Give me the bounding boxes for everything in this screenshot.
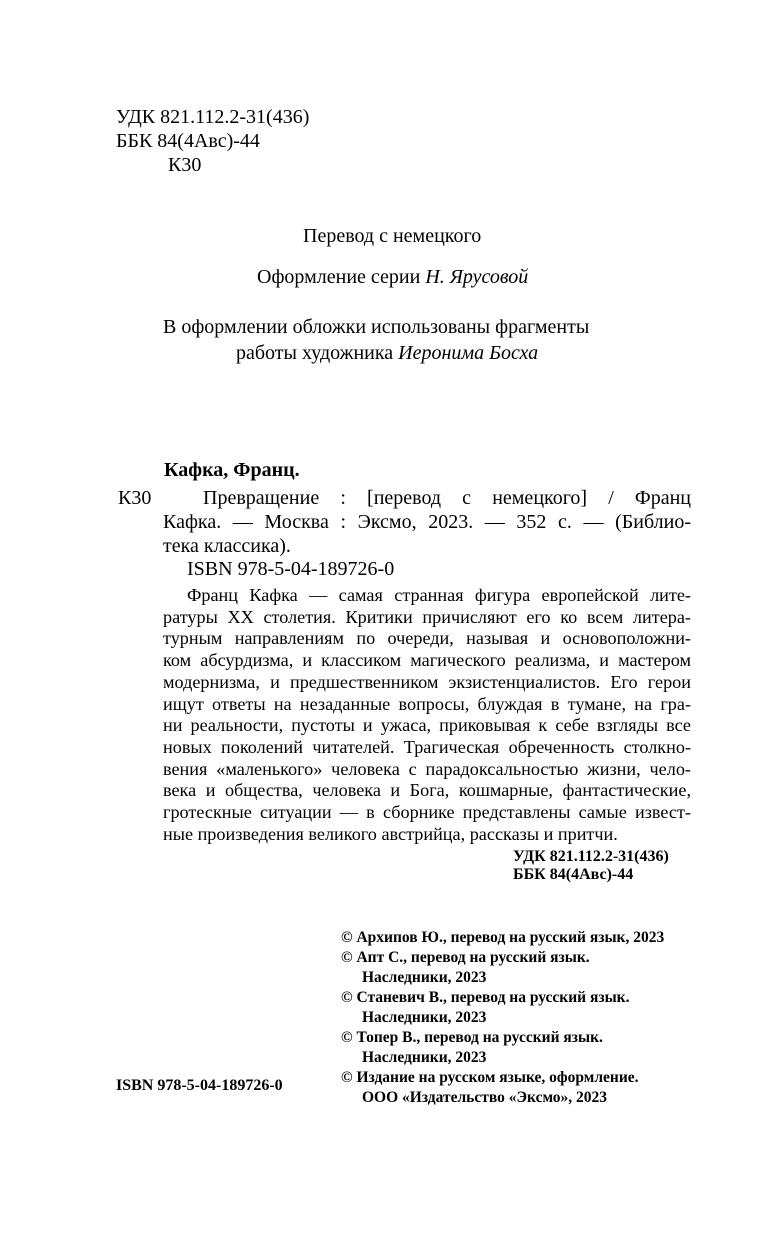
annotation-line: века и общества, человека и Бога, кошмарные, фантастические,: [163, 780, 691, 801]
copyright-line: © Топер В., перевод на русский язык.: [341, 1029, 603, 1046]
annotation-line: вения «маленького» человека с парадоксальностью жизни, чело-: [163, 758, 691, 779]
record-line: Кафка. — Москва : Эксмо, 2023. — 352 с. — (Библио-: [163, 511, 691, 533]
series-design-prefix: Оформление серии: [257, 266, 426, 288]
copyright-line: Наследники, 2023: [362, 1049, 487, 1066]
copyright-line: © Архипов Ю., перевод на русский язык, 2023: [341, 929, 665, 946]
annotation: [163, 585, 691, 845]
footer-isbn: ISBN 978-5-04-189726-0: [116, 1077, 283, 1094]
series-design-note: [257, 265, 528, 289]
copyright-block: [341, 928, 664, 1108]
annotation-line: турным направлениям по очереди, называя и основоположни-: [163, 628, 691, 649]
annotation-line: Франц Кафка — самая странная фигура европейской лите-: [187, 585, 691, 605]
record-sign: К30: [118, 487, 152, 509]
record-isbn: ISBN 978-5-04-189726-0: [187, 558, 395, 580]
annotation-line: модернизма, и предшественником экзистенциалистов. Его герои: [163, 671, 691, 692]
record-line: Превращение : [перевод с немецкого] / Франц: [203, 487, 691, 509]
cover-note-line2: [236, 341, 538, 365]
translation-note: Перевод с немецкого: [303, 225, 482, 247]
bbk-code: ББК 84(4Авс)-44: [116, 130, 260, 152]
cover-note-line1: В оформлении обложки использованы фрагменты: [163, 316, 590, 338]
bottom-bbk-code: ББК 84(4Авс)-44: [513, 866, 634, 883]
author-sign: К30: [168, 154, 202, 176]
copyright-line: ООО «Издательство «Эксмо», 2023: [362, 1089, 608, 1106]
copyright-line: © Апт С., перевод на русский язык.: [341, 949, 590, 966]
annotation-line: новых поколений читателей. Трагическая обреченность столкно-: [163, 736, 691, 757]
bottom-udk-code: УДК 821.112.2-31(436): [513, 848, 669, 865]
annotation-line: ни реальности, пустоты и ужаса, приковывая к себе взгляды все: [163, 715, 691, 736]
copyright-line: Наследники, 2023: [362, 1009, 487, 1026]
cover-artist: Иеронима Босха: [398, 342, 539, 364]
copyright-line: © Издание на русском языке, оформление.: [341, 1069, 639, 1086]
annotation-line: ищут ответы на незаданные вопросы, блуждая в тумане, на гра-: [163, 693, 691, 714]
record-line: тека классика).: [163, 535, 291, 557]
record-heading: Кафка, Франц.: [164, 459, 300, 481]
annotation-line: ком абсурдизма, и классиком магического реализма, и мастером: [163, 650, 691, 671]
annotation-line: гротескные ситуации — в сборнике представлены самые извест-: [163, 802, 691, 823]
series-designer: Н. Ярусовой: [425, 266, 529, 288]
record-body: [203, 486, 691, 510]
annotation-line: ратуры XX столетия. Критики причисляют его ко всем литера-: [163, 606, 691, 627]
cover-note-prefix: работы художника: [236, 342, 399, 364]
annotation-line: ные произведения великого австрийца, рассказы и притчи.: [163, 823, 618, 844]
udk-code: УДК 821.112.2-31(436): [116, 106, 310, 128]
record-body-continued: [163, 510, 691, 558]
copyright-line: Наследники, 2023: [362, 969, 487, 986]
copyright-line: © Станевич В., перевод на русский язык.: [341, 989, 630, 1006]
